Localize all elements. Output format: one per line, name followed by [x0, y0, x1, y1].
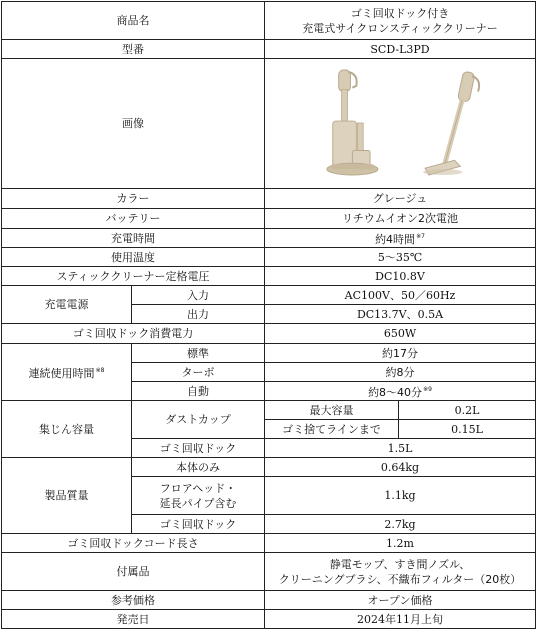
rated-voltage-label: スティッククリーナー定格電圧: [2, 267, 265, 286]
weight-dock-value: 2.7kg: [265, 515, 536, 534]
dust-max-label: 最大容量: [265, 401, 399, 420]
weight-label: 製品質量: [2, 458, 132, 534]
accessories-line1: 静電モップ、すき間ノズル、: [329, 557, 471, 571]
runtime-label: 連続使用時間: [28, 367, 95, 380]
runtime-auto-note: ※9: [423, 386, 432, 393]
weight-body-value: 0.64kg: [265, 458, 536, 477]
runtime-turbo-value: 約8分: [265, 363, 536, 382]
operating-temp-value: 5～35℃: [265, 248, 536, 267]
row-dock-power: [2, 324, 536, 344]
row-runtime-standard: [2, 344, 536, 363]
charge-time-note: ※7: [416, 233, 425, 240]
row-charge-time: [2, 229, 536, 248]
battery-value: リチウムイオン2次電池: [265, 209, 536, 229]
charger-label: 充電電源: [2, 286, 132, 324]
row-color: [2, 189, 536, 209]
charger-output-label: 出力: [132, 305, 265, 324]
row-operating-temp: [2, 248, 536, 267]
dust-line-label: ゴミ捨てラインまで: [265, 420, 399, 439]
release-label: 発売日: [2, 610, 265, 629]
charger-output-value: DC13.7V、0.5A: [265, 305, 536, 324]
price-label: 参考価格: [2, 591, 265, 610]
row-rated-voltage: [2, 267, 536, 286]
accessories-value: [265, 553, 536, 591]
runtime-label-note: ※8: [95, 367, 105, 374]
row-accessories: [2, 553, 536, 591]
runtime-auto-cell: [265, 382, 536, 401]
charge-time-value: 約4時間: [375, 233, 416, 246]
accessories-line2: クリーニングブラシ、不織布フィルター（20枚）: [278, 572, 522, 586]
runtime-auto-value: 約8～40分: [368, 386, 423, 399]
spec-table: [1, 1, 536, 629]
cord-length-value: 1.2m: [265, 534, 536, 553]
dust-dock-label: ゴミ回収ドック: [132, 439, 265, 458]
dust-max-value: 0.2L: [399, 401, 536, 420]
runtime-label-cell: [2, 344, 132, 401]
weight-head-label-line1: フロアヘッド・: [159, 481, 237, 495]
row-battery: [2, 209, 536, 229]
weight-body-label: 本体のみ: [132, 458, 265, 477]
color-value: グレージュ: [265, 189, 536, 209]
charge-time-cell: [265, 229, 536, 248]
dust-dock-value: 1.5L: [265, 439, 536, 458]
release-value: 2024年11月上旬: [265, 610, 536, 629]
price-value: オープン価格: [265, 591, 536, 610]
weight-head-value: 1.1kg: [265, 477, 536, 515]
battery-label: バッテリー: [2, 209, 265, 229]
stick-cleaner-image: [423, 71, 479, 175]
product-name-line1: ゴミ回収ドック付き: [350, 6, 450, 20]
row-dust-max: [2, 401, 536, 420]
cord-length-label: ゴミ回収ドックコード長さ: [2, 534, 265, 553]
image-label: 画像: [2, 59, 265, 189]
row-charger-input: [2, 286, 536, 305]
rated-voltage-value: DC10.8V: [265, 267, 536, 286]
model-value: SCD-L3PD: [265, 40, 536, 59]
row-cord-length: [2, 534, 536, 553]
color-label: カラー: [2, 189, 265, 209]
model-label: 型番: [2, 40, 265, 59]
product-images: [268, 61, 532, 187]
dock-power-label: ゴミ回収ドック消費電力: [2, 324, 265, 344]
weight-head-label-line2: 延長パイプ含む: [159, 496, 237, 510]
row-price: [2, 591, 536, 610]
charger-input-label: 入力: [132, 286, 265, 305]
image-cell: [265, 59, 536, 189]
row-product-name: [2, 2, 536, 40]
operating-temp-label: 使用温度: [2, 248, 265, 267]
row-release: [2, 610, 536, 629]
product-name-value: [265, 2, 536, 40]
runtime-standard-label: 標準: [132, 344, 265, 363]
runtime-turbo-label: ターボ: [132, 363, 265, 382]
charge-time-label: 充電時間: [2, 229, 265, 248]
runtime-auto-label: 自動: [132, 382, 265, 401]
spec-sheet: [1, 1, 535, 640]
dock-cleaner-image: [327, 70, 378, 175]
accessories-label: 付属品: [2, 553, 265, 591]
product-name-label: 商品名: [2, 2, 265, 40]
weight-head-label: [132, 477, 265, 515]
row-model: [2, 40, 536, 59]
row-weight-body: [2, 458, 536, 477]
dock-power-value: 650W: [265, 324, 536, 344]
product-illustration: [268, 61, 532, 187]
product-name-line2: 充電式サイクロンスティッククリーナー: [302, 21, 498, 35]
runtime-standard-value: 約17分: [265, 344, 536, 363]
dust-capacity-label: 集じん容量: [2, 401, 132, 458]
dust-cup-label: ダストカップ: [132, 401, 265, 439]
charger-input-value: AC100V、50／60Hz: [265, 286, 536, 305]
weight-dock-label: ゴミ回収ドック: [132, 515, 265, 534]
row-image: [2, 59, 536, 189]
dust-line-value: 0.15L: [399, 420, 536, 439]
